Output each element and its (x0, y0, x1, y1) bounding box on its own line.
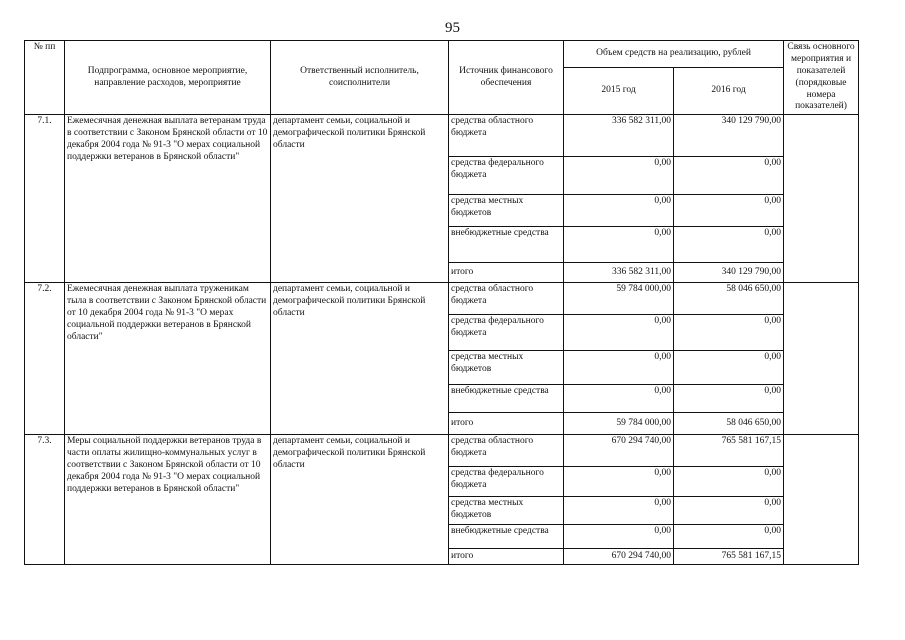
section-number: 7.1. (25, 115, 65, 283)
total-2015: 336 582 311,00 (564, 263, 674, 283)
total-label: итого (449, 263, 564, 283)
header-subprogram: Подпрограмма, основное мероприятие, направление расходов, мероприятие (65, 41, 271, 115)
table-row (25, 283, 859, 315)
header-year-2015: 2015 год (564, 67, 674, 114)
source-label: средства федерального бюджета (449, 315, 564, 351)
total-label: итого (449, 413, 564, 435)
value-2015: 336 582 311,00 (564, 115, 674, 157)
value-2015: 0,00 (564, 195, 674, 227)
value-2015: 0,00 (564, 497, 674, 525)
total-2016: 340 129 790,00 (674, 263, 784, 283)
value-2016: 0,00 (674, 227, 784, 263)
source-label: внебюджетные средства (449, 385, 564, 413)
header-link: Связь основного мероприятия и показателей (порядковые номера показателей) (784, 41, 859, 115)
link-cell (784, 115, 859, 283)
section-executor: департамент семьи, социальной и демографической политики Брянской области (271, 283, 449, 435)
value-2015: 0,00 (564, 157, 674, 195)
value-2015: 0,00 (564, 385, 674, 413)
header-year-2016: 2016 год (674, 67, 784, 114)
value-2016: 0,00 (674, 467, 784, 497)
value-2015: 59 784 000,00 (564, 283, 674, 315)
header-executor: Ответственный исполнитель, соисполнители (271, 41, 449, 115)
source-label: внебюджетные средства (449, 525, 564, 549)
value-2016: 0,00 (674, 497, 784, 525)
total-2015: 670 294 740,00 (564, 549, 674, 565)
value-2016: 0,00 (674, 525, 784, 549)
total-label: итого (449, 549, 564, 565)
total-2015: 59 784 000,00 (564, 413, 674, 435)
source-label: средства местных бюджетов (449, 497, 564, 525)
header-source: Источник финансового обеспечения (449, 41, 564, 115)
page-number: 95 (445, 20, 460, 36)
value-2016: 765 581 167,15 (674, 435, 784, 467)
section-name: Ежемесячная денежная выплата ветеранам труда в соответствии с Законом Брянской области от 10 декабря 2004 года № 91-3 "О мерах социальной поддержки ветеранов в Брянской области" (65, 115, 271, 283)
value-2015: 0,00 (564, 227, 674, 263)
value-2015: 0,00 (564, 351, 674, 385)
source-label: средства местных бюджетов (449, 351, 564, 385)
total-2016: 58 046 650,00 (674, 413, 784, 435)
source-label: средства областного бюджета (449, 115, 564, 157)
table-row (25, 435, 859, 467)
value-2016: 58 046 650,00 (674, 283, 784, 315)
section-number: 7.2. (25, 283, 65, 435)
section-number: 7.3. (25, 435, 65, 565)
section-executor: департамент семьи, социальной и демографической политики Брянской области (271, 435, 449, 565)
source-label: средства федерального бюджета (449, 157, 564, 195)
value-2016: 340 129 790,00 (674, 115, 784, 157)
table-row (25, 115, 859, 157)
header-volume: Объем средств на реализацию, рублей (564, 41, 784, 68)
total-2016: 765 581 167,15 (674, 549, 784, 565)
value-2015: 0,00 (564, 525, 674, 549)
link-cell (784, 283, 859, 435)
source-label: средства областного бюджета (449, 283, 564, 315)
link-cell (784, 435, 859, 565)
value-2016: 0,00 (674, 315, 784, 351)
source-label: средства местных бюджетов (449, 195, 564, 227)
value-2015: 0,00 (564, 467, 674, 497)
section-name: Ежемесячная денежная выплата труженикам тыла в соответствии с Законом Брянской области от 10 декабря 2004 года № 91-3 "О мерах социальной поддержки ветеранов в Брянской области" (65, 283, 271, 435)
header-no: № пп (25, 41, 65, 115)
value-2016: 0,00 (674, 385, 784, 413)
section-executor: департамент семьи, социальной и демографической политики Брянской области (271, 115, 449, 283)
budget-table (24, 40, 859, 565)
source-label: средства областного бюджета (449, 435, 564, 467)
value-2016: 0,00 (674, 195, 784, 227)
source-label: внебюджетные средства (449, 227, 564, 263)
value-2015: 670 294 740,00 (564, 435, 674, 467)
section-name: Меры социальной поддержки ветеранов труда в части оплаты жилищно-коммунальных услуг в соответствии с Законом Брянской области от 10 декабря 2004 года № 91-3 "О мерах социальной поддержки ветеранов в Брянской области" (65, 435, 271, 565)
value-2016: 0,00 (674, 157, 784, 195)
source-label: средства федерального бюджета (449, 467, 564, 497)
value-2015: 0,00 (564, 315, 674, 351)
value-2016: 0,00 (674, 351, 784, 385)
